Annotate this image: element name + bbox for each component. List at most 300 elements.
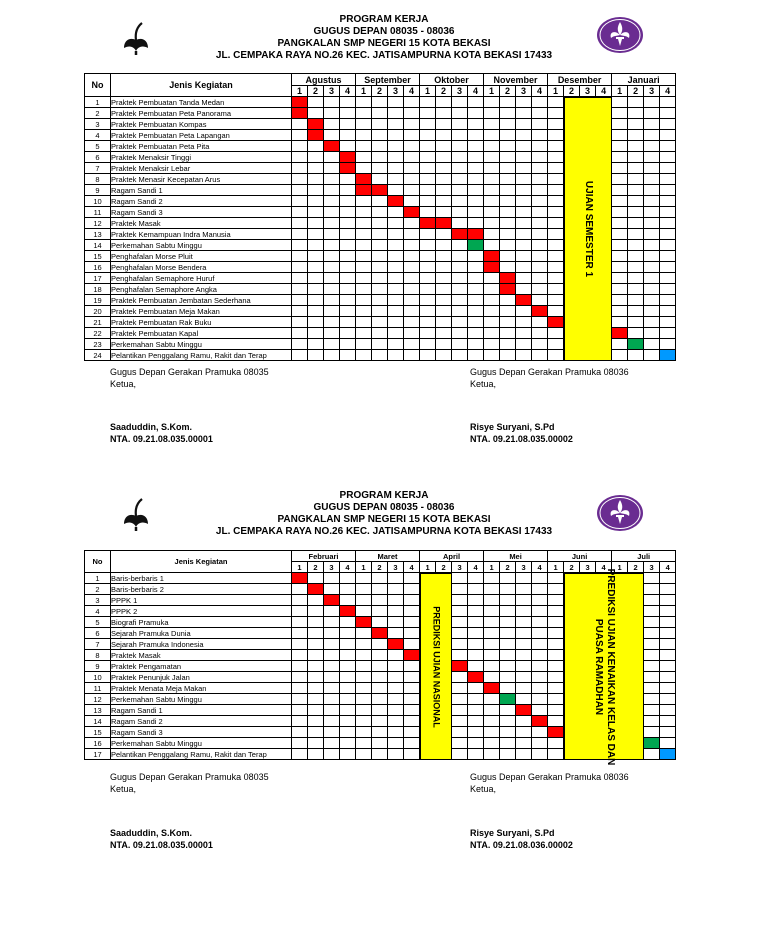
schedule-cell [516, 650, 532, 661]
schedule-cell [548, 240, 564, 251]
schedule-cell [660, 639, 676, 650]
schedule-cell-activity [452, 661, 468, 672]
world-scout-emblem-icon [596, 16, 644, 54]
schedule-cell [532, 672, 548, 683]
schedule-cell [388, 705, 404, 716]
schedule-cell [612, 229, 628, 240]
schedule-cell [548, 716, 564, 727]
schedule-cell-activity [292, 573, 308, 584]
schedule-cell [516, 174, 532, 185]
schedule-cell [388, 628, 404, 639]
schedule-cell [340, 672, 356, 683]
week-header: 1 [548, 86, 564, 97]
schedule-cell [372, 152, 388, 163]
schedule-cell [292, 328, 308, 339]
schedule-cell [628, 152, 644, 163]
schedule-cell [628, 262, 644, 273]
schedule-cell [484, 295, 500, 306]
schedule-cell [452, 606, 468, 617]
header-line: PANGKALAN SMP NEGERI 15 KOTA BEKASI [277, 514, 491, 525]
schedule-cell [388, 350, 404, 361]
schedule-cell [356, 306, 372, 317]
schedule-cell [628, 306, 644, 317]
schedule-cell [372, 672, 388, 683]
schedule-cell-activity [356, 185, 372, 196]
schedule-cell [660, 284, 676, 295]
schedule-cell [484, 661, 500, 672]
schedule-cell [388, 328, 404, 339]
signature-name: Saaduddin, S.Kom. [110, 828, 193, 838]
schedule-cell [548, 705, 564, 716]
week-header: 4 [468, 562, 484, 573]
schedule-cell [660, 584, 676, 595]
schedule-cell [388, 606, 404, 617]
schedule-cell-activity [388, 639, 404, 650]
schedule-cell [372, 119, 388, 130]
schedule-cell [356, 628, 372, 639]
row-number: 1 [85, 573, 111, 584]
activity-name: Praktek Pengamatan [111, 661, 292, 672]
schedule-cell [356, 251, 372, 262]
band-label: PUASA RAMADHAN [593, 618, 604, 715]
schedule-cell [452, 716, 468, 727]
row-number: 22 [85, 328, 111, 339]
schedule-cell [660, 119, 676, 130]
schedule-cell [532, 628, 548, 639]
schedule-cell [404, 573, 420, 584]
schedule-cell [324, 573, 340, 584]
schedule-cell-activity [340, 606, 356, 617]
activity-name: Praktek Pembuatan Kompas [111, 119, 292, 130]
schedule-cell [500, 339, 516, 350]
schedule-cell [500, 328, 516, 339]
schedule-cell [500, 119, 516, 130]
schedule-cell-activity [532, 716, 548, 727]
schedule-cell [324, 317, 340, 328]
schedule-cell [388, 229, 404, 240]
schedule-cell [532, 295, 548, 306]
schedule-cell [548, 273, 564, 284]
schedule-cell [324, 152, 340, 163]
row-number: 24 [85, 350, 111, 361]
schedule-cell [484, 749, 500, 760]
signature-block-left [110, 771, 269, 851]
schedule-cell-activity [468, 672, 484, 683]
schedule-cell [372, 207, 388, 218]
schedule-cell [372, 705, 388, 716]
schedule-cell [468, 738, 484, 749]
schedule-cell [468, 251, 484, 262]
week-header: 4 [340, 562, 356, 573]
schedule-cell [612, 251, 628, 262]
schedule-cell [308, 229, 324, 240]
schedule-cell [308, 141, 324, 152]
schedule-cell [484, 163, 500, 174]
schedule-cell [420, 229, 436, 240]
schedule-cell [436, 174, 452, 185]
activity-name: Ragam Sandi 3 [111, 727, 292, 738]
schedule-cell [548, 350, 564, 361]
schedule-cell [532, 185, 548, 196]
row-number: 17 [85, 273, 111, 284]
schedule-cell [660, 273, 676, 284]
row-number: 6 [85, 152, 111, 163]
schedule-cell [292, 240, 308, 251]
schedule-cell [356, 573, 372, 584]
activity-name: Praktek Menaksir Tinggi [111, 152, 292, 163]
schedule-cell-activity [356, 174, 372, 185]
schedule-cell [516, 628, 532, 639]
schedule-cell [372, 350, 388, 361]
schedule-cell [324, 130, 340, 141]
schedule-cell [484, 617, 500, 628]
schedule-cell [500, 672, 516, 683]
schedule-cell [516, 716, 532, 727]
schedule-cell [356, 661, 372, 672]
schedule-cell [292, 185, 308, 196]
schedule-cell [324, 97, 340, 108]
schedule-cell-activity [500, 273, 516, 284]
schedule-cell [612, 108, 628, 119]
schedule-cell [660, 595, 676, 606]
schedule-cell [388, 108, 404, 119]
schedule-cell [628, 141, 644, 152]
schedule-cell [532, 694, 548, 705]
schedule-cell [388, 218, 404, 229]
schedule-cell [356, 738, 372, 749]
schedule-cell [292, 284, 308, 295]
schedule-cell [548, 617, 564, 628]
schedule-cell [356, 694, 372, 705]
schedule-cell [340, 749, 356, 760]
month-header: Maret [356, 551, 420, 562]
schedule-cell [308, 639, 324, 650]
schedule-cell [452, 339, 468, 350]
row-number: 9 [85, 185, 111, 196]
schedule-cell [644, 661, 660, 672]
schedule-cell [340, 262, 356, 273]
schedule-cell [660, 174, 676, 185]
schedule-cell [660, 196, 676, 207]
row-number: 4 [85, 606, 111, 617]
schedule-cell [388, 174, 404, 185]
schedule-cell [340, 229, 356, 240]
activity-name: PPPK 1 [111, 595, 292, 606]
schedule-cell [644, 295, 660, 306]
schedule-cell [468, 119, 484, 130]
schedule-cell [292, 672, 308, 683]
schedule-cell [324, 273, 340, 284]
schedule-cell [660, 683, 676, 694]
schedule-cell [404, 672, 420, 683]
schedule-cell [388, 584, 404, 595]
schedule-cell [468, 130, 484, 141]
schedule-cell [612, 262, 628, 273]
activity-name: Penghafalan Morse Pluit [111, 251, 292, 262]
schedule-cell [324, 163, 340, 174]
activity-name: Baris-berbaris 1 [111, 573, 292, 584]
schedule-cell [452, 174, 468, 185]
schedule-cell [356, 606, 372, 617]
schedule-cell [516, 328, 532, 339]
schedule-cell [516, 185, 532, 196]
week-header: 4 [532, 562, 548, 573]
schedule-cell [324, 108, 340, 119]
schedule-cell [516, 97, 532, 108]
week-header: 1 [612, 86, 628, 97]
schedule-cell [660, 328, 676, 339]
schedule-cell [420, 240, 436, 251]
schedule-cell [436, 185, 452, 196]
schedule-cell-activity [340, 163, 356, 174]
schedule-cell [388, 262, 404, 273]
schedule-cell [644, 196, 660, 207]
schedule-cell [308, 694, 324, 705]
schedule-cell [660, 661, 676, 672]
schedule-cell [532, 284, 548, 295]
schedule-cell [644, 174, 660, 185]
schedule-cell [644, 749, 660, 760]
schedule-cell [292, 262, 308, 273]
schedule-cell [388, 683, 404, 694]
schedule-cell [484, 119, 500, 130]
schedule-cell [532, 119, 548, 130]
schedule-cell [516, 152, 532, 163]
schedule-cell [420, 251, 436, 262]
schedule-cell [420, 152, 436, 163]
schedule-cell [324, 174, 340, 185]
schedule-cell [628, 130, 644, 141]
schedule-cell-activity [468, 229, 484, 240]
schedule-cell [308, 672, 324, 683]
schedule-cell [452, 240, 468, 251]
schedule-cell [468, 716, 484, 727]
schedule-cell [660, 185, 676, 196]
schedule-cell [516, 573, 532, 584]
schedule-cell [628, 218, 644, 229]
schedule-cell [548, 229, 564, 240]
activity-name: Praktek Pembuatan Meja Makan [111, 306, 292, 317]
pramuka-tunas-kelapa-logo-icon [116, 18, 156, 58]
schedule-cell [468, 306, 484, 317]
schedule-cell [404, 595, 420, 606]
schedule-cell-activity [484, 262, 500, 273]
world-scout-emblem-icon [596, 494, 644, 532]
schedule-cell [404, 284, 420, 295]
schedule-cell [340, 317, 356, 328]
schedule-cell [308, 251, 324, 262]
schedule-cell [500, 738, 516, 749]
schedule-cell [404, 185, 420, 196]
signature-block-right [470, 366, 629, 445]
schedule-cell [484, 97, 500, 108]
schedule-cell [452, 196, 468, 207]
schedule-cell [420, 317, 436, 328]
schedule-cell [308, 606, 324, 617]
schedule-cell [548, 295, 564, 306]
schedule-cell [644, 584, 660, 595]
schedule-cell-activity [388, 196, 404, 207]
schedule-cell [516, 196, 532, 207]
signature-role: Ketua, [470, 784, 497, 794]
schedule-cell [484, 716, 500, 727]
schedule-cell [660, 207, 676, 218]
schedule-cell [308, 108, 324, 119]
schedule-cell [500, 727, 516, 738]
schedule-cell [452, 295, 468, 306]
activity-name: Praktek Pembuatan Tanda Medan [111, 97, 292, 108]
schedule-cell-inauguration [660, 749, 676, 760]
week-header: 4 [660, 86, 676, 97]
schedule-cell-camp [644, 738, 660, 749]
schedule-cell [532, 738, 548, 749]
activity-name: Praktek Pembuatan Kapal [111, 328, 292, 339]
schedule-cell [388, 141, 404, 152]
month-header: April [420, 551, 484, 562]
schedule-cell [548, 639, 564, 650]
schedule-cell [628, 251, 644, 262]
schedule-cell [436, 163, 452, 174]
schedule-cell [516, 108, 532, 119]
row-number: 1 [85, 97, 111, 108]
signature-nta: NTA. 09.21.08.036.00002 [470, 840, 573, 850]
schedule-cell-camp [468, 240, 484, 251]
schedule-cell [356, 273, 372, 284]
schedule-cell [660, 251, 676, 262]
schedule-cell [484, 306, 500, 317]
schedule-cell [548, 174, 564, 185]
schedule-cell [404, 174, 420, 185]
schedule-cell [308, 628, 324, 639]
schedule-cell [388, 672, 404, 683]
row-number: 13 [85, 229, 111, 240]
schedule-cell [516, 284, 532, 295]
schedule-cell [516, 749, 532, 760]
schedule-cell [644, 628, 660, 639]
schedule-cell [340, 628, 356, 639]
schedule-cell [548, 119, 564, 130]
schedule-cell [452, 738, 468, 749]
schedule-cell [292, 639, 308, 650]
schedule-cell [324, 672, 340, 683]
schedule-cell [356, 705, 372, 716]
schedule-cell [548, 661, 564, 672]
schedule-cell [372, 196, 388, 207]
schedule-cell [340, 196, 356, 207]
schedule-cell [372, 262, 388, 273]
schedule-cell [436, 328, 452, 339]
schedule-cell [292, 650, 308, 661]
schedule-cell [404, 295, 420, 306]
schedule-cell [340, 694, 356, 705]
schedule-cell [500, 207, 516, 218]
header-line: JL. CEMPAKA RAYA NO.26 KEC. JATISAMPURNA KOTA BEKASI 17433 [215, 50, 553, 61]
activity-name: Praktek Masak [111, 650, 292, 661]
schedule-cell [324, 716, 340, 727]
schedule-cell [404, 196, 420, 207]
schedule-cell [548, 196, 564, 207]
schedule-cell [644, 317, 660, 328]
schedule-cell [356, 350, 372, 361]
schedule-cell [324, 240, 340, 251]
month-header: Juni [548, 551, 612, 562]
schedule-cell [388, 240, 404, 251]
schedule-cell [468, 97, 484, 108]
schedule-cell [340, 716, 356, 727]
schedule-cell [292, 738, 308, 749]
schedule-cell [324, 705, 340, 716]
row-number: 6 [85, 628, 111, 639]
schedule-cell [404, 240, 420, 251]
schedule-cell [500, 661, 516, 672]
schedule-cell [548, 595, 564, 606]
activity-name: Praktek Menaksir Lebar [111, 163, 292, 174]
schedule-cell [516, 661, 532, 672]
row-number: 12 [85, 218, 111, 229]
schedule-cell [500, 97, 516, 108]
schedule-cell-activity [308, 584, 324, 595]
schedule-cell [452, 163, 468, 174]
schedule-cell [372, 617, 388, 628]
schedule-cell [548, 141, 564, 152]
schedule-cell [404, 251, 420, 262]
schedule-cell-activity [484, 251, 500, 262]
schedule-cell [644, 251, 660, 262]
signature-role: Ketua, [110, 379, 137, 389]
row-number: 5 [85, 141, 111, 152]
schedule-cell [404, 727, 420, 738]
schedule-cell [356, 328, 372, 339]
schedule-cell [308, 661, 324, 672]
schedule-cell [484, 350, 500, 361]
schedule-cell [612, 196, 628, 207]
schedule-cell-activity [484, 683, 500, 694]
schedule-cell [484, 284, 500, 295]
schedule-cell [292, 218, 308, 229]
schedule-cell [340, 328, 356, 339]
schedule-cell [324, 628, 340, 639]
signature-nta: NTA. 09.21.08.035.00001 [110, 840, 213, 850]
schedule-cell [436, 273, 452, 284]
schedule-cell [420, 306, 436, 317]
schedule-cell [404, 584, 420, 595]
signature-name: Risye Suryani, S.Pd [470, 828, 555, 838]
schedule-cell [388, 97, 404, 108]
schedule-cell [468, 573, 484, 584]
schedule-cell [372, 130, 388, 141]
schedule-cell [308, 163, 324, 174]
schedule-cell [452, 108, 468, 119]
schedule-cell [660, 716, 676, 727]
schedule-cell [324, 306, 340, 317]
schedule-cell [388, 749, 404, 760]
schedule-cell [644, 595, 660, 606]
schedule-cell [436, 130, 452, 141]
schedule-cell [452, 185, 468, 196]
week-header: 1 [612, 562, 628, 573]
schedule-cell [372, 174, 388, 185]
schedule-cell [612, 97, 628, 108]
schedule-cell [372, 738, 388, 749]
row-number: 10 [85, 196, 111, 207]
schedule-cell [644, 672, 660, 683]
schedule-cell [532, 705, 548, 716]
schedule-cell [388, 573, 404, 584]
schedule-cell [484, 705, 500, 716]
schedule-cell [340, 639, 356, 650]
schedule-cell [532, 163, 548, 174]
schedule-cell [436, 108, 452, 119]
